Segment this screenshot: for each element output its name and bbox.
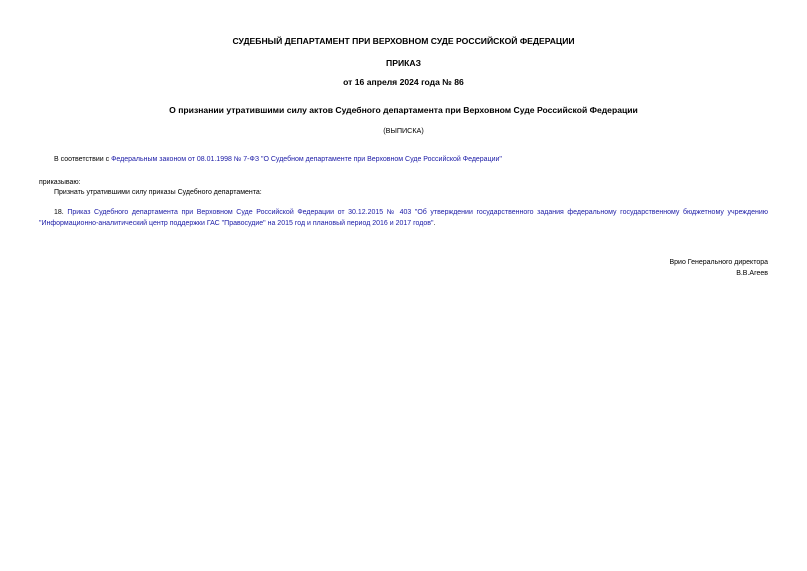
item-number: 18. — [54, 209, 68, 216]
item-suffix: . — [433, 220, 436, 227]
document-type: ПРИКАЗ — [386, 58, 421, 68]
document-title: О признании утратившими силу актов Судебного департамента при Верховном Суде Российской Федерации — [169, 105, 638, 115]
preamble-paragraph — [54, 154, 502, 165]
extract-note: (ВЫПИСКА) — [383, 126, 424, 135]
signature-position: Врио Генерального директора — [669, 259, 768, 266]
federal-law-link[interactable]: Федеральным законом от 08.01.1998 № 7-ФЗ "О Судебном департаменте при Верховном Суде Российской Федерации" — [111, 156, 502, 163]
order-403-link-part-2[interactable]: "Информационно-аналитический центр поддержки ГАС "Правосудие" на 2015 год и плановый период 2016 и 2017 годов" — [39, 220, 434, 227]
preamble-prefix: В соответствии с — [54, 156, 112, 163]
item-18-line-1 — [39, 207, 768, 218]
order-word: приказываю: — [39, 179, 81, 186]
order-403-link-part-1[interactable]: Приказ Судебного департамента при Верховном Суде Российской Федерации от 30.12.2015 № 403 "Об утверждении государственного задания федеральному государственному бюджетному учреждению — [67, 209, 768, 216]
organization-header: СУДЕБНЫЙ ДЕПАРТАМЕНТ ПРИ ВЕРХОВНОМ СУДЕ РОССИЙСКОЙ ФЕДЕРАЦИИ — [232, 36, 575, 46]
decision-paragraph: Признать утратившими силу приказы Судебного департамента: — [54, 189, 262, 196]
item-18-paragraph — [39, 207, 768, 229]
document-date-number: от 16 апреля 2024 года № 86 — [343, 77, 464, 87]
signature-name: В.В.Агеев — [736, 270, 768, 277]
